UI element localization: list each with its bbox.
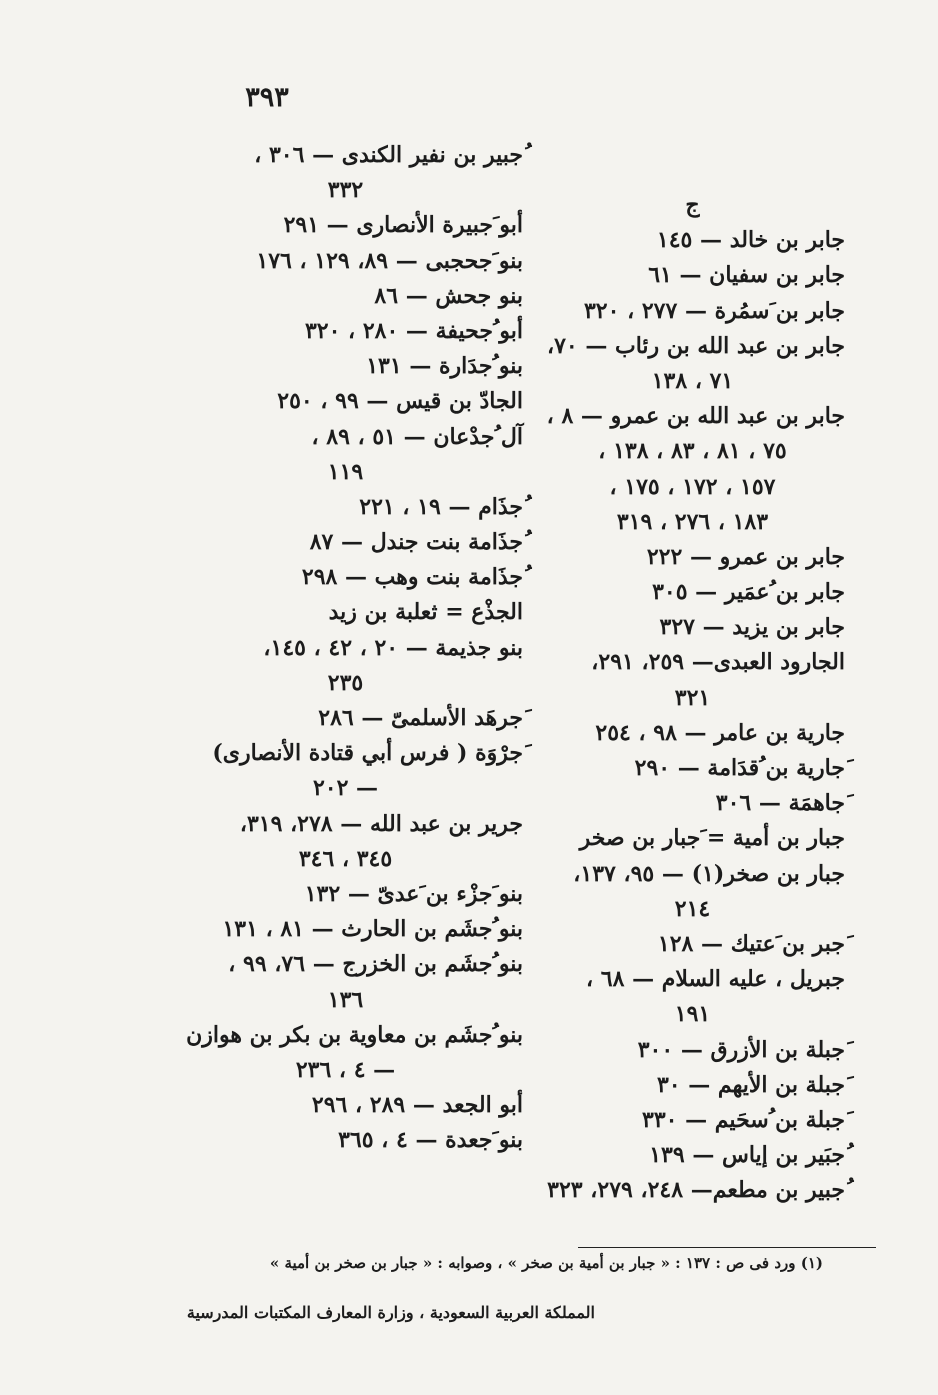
index-entry: جبار بن صخر(١) — ٩٥، ١٣٧، bbox=[573, 860, 845, 887]
index-continuation: ٢١٤ bbox=[674, 895, 711, 922]
index-entry: ُجبَير بن إياس — ١٣٩ bbox=[649, 1142, 845, 1169]
index-entry: جابر بن َسمُرة — ٢٧٧ ، ٣٢٠ bbox=[583, 297, 845, 324]
index-continuation: ٣٢١ bbox=[674, 684, 711, 711]
index-entry: الجادّ بن قيس — ٩٩ ، ٢٥٠ bbox=[277, 388, 523, 415]
index-entry: جابر بن عبد الله بن رئاب — ٧٠، bbox=[546, 332, 845, 359]
index-entry: جابر بن يزيد — ٣٢٧ bbox=[659, 614, 845, 641]
index-entry: جابر بن خالد — ١٤٥ bbox=[656, 227, 845, 254]
index-entry: َجارية بن ُقدَامة — ٢٩٠ bbox=[634, 755, 845, 781]
index-entry: َجاهمَة — ٣٠٦ bbox=[715, 790, 845, 817]
index-entry: جابر بن عبد الله بن عمرو — ٨ ، bbox=[546, 403, 845, 430]
index-entry: جابر بن ُعمَير — ٣٠٥ bbox=[652, 579, 845, 606]
index-entry: بنو َجزْء بن َعدىّ — ١٣٢ bbox=[304, 880, 523, 907]
footnote: (١) ورد فى ص : ١٣٧ : « جبار بن أمية بن صخر » ، وصوابه : « جبار بن صخر بن أمية » bbox=[269, 1254, 823, 1272]
index-continuation: ٢٣٥ bbox=[327, 669, 364, 696]
index-entry: جبار بن أمية = َجبار بن صخر bbox=[579, 825, 845, 852]
index-continuation: ١١٩ bbox=[327, 458, 364, 485]
index-entry: بنو جحش — ٨٦ bbox=[374, 282, 523, 309]
index-entry: َجبلة بن الأزرق — ٣٠٠ bbox=[637, 1036, 845, 1063]
index-entry: الجارود العبدى— ٢٥٩، ٢٩١، bbox=[591, 649, 845, 676]
index-entry: بنو ُجشَم بن الحارث — ٨١ ، ١٣١ bbox=[222, 916, 523, 943]
index-entry: بنو َجحجبى — ٨٩، ١٢٩ ، ١٧٦ bbox=[256, 247, 523, 274]
index-continuation: — ٢٠٢ bbox=[312, 775, 379, 802]
index-entry: ُجبير بن مطعم— ٢٤٨، ٢٧٩، ٣٢٣ bbox=[547, 1177, 845, 1204]
index-continuation: ٣٤٥ ، ٣٤٦ bbox=[298, 845, 393, 872]
index-entry: َجرْوَة ( فرس أبي قتادة الأنصارى) bbox=[212, 740, 523, 767]
index-entry: ُجذَامة بنت جندل — ٨٧ bbox=[309, 529, 523, 556]
index-entry: َجرهَد الأسلمىّ — ٢٨٦ bbox=[318, 705, 523, 731]
index-entry: أبو ُجحيفة — ٢٨٠ ، ٣٢٠ bbox=[304, 317, 523, 344]
index-column-right bbox=[540, 188, 845, 1208]
page-number: ٣٩٣ bbox=[245, 82, 289, 113]
index-entry: بنو ُجشَم بن معاوية بن بكر بن هوازن bbox=[186, 1021, 523, 1048]
index-entry: َجبلة بن ُسحَيم — ٣٣٠ bbox=[642, 1106, 845, 1133]
index-entry: جبريل ، عليه السلام — ٦٨ ، bbox=[586, 966, 845, 993]
index-continuation: ٧١ ، ١٣٨ bbox=[651, 367, 734, 394]
index-entry: أبو الجعد — ٢٨٩ ، ٢٩٦ bbox=[311, 1092, 523, 1119]
publisher-line: المملكة العربية السعودية ، وزارة المعارف المكتبات المدرسية bbox=[186, 1303, 595, 1322]
index-entry: جرير بن عبد الله — ٢٧٨، ٣١٩، bbox=[239, 810, 523, 837]
index-continuation: ٣٣٢ bbox=[327, 177, 364, 204]
index-continuation: ١٩١ bbox=[674, 1001, 711, 1028]
index-continuation: ٧٥ ، ٨١ ، ٨٣ ، ١٣٨ ، bbox=[598, 438, 787, 465]
index-entry: بنو َجعدة — ٤ ، ٣٦٥ bbox=[338, 1127, 523, 1154]
index-continuation: ١٨٣ ، ٢٧٦ ، ٣١٩ bbox=[616, 508, 769, 535]
index-entry: ُجذَام — ١٩ ، ٢٢١ bbox=[359, 493, 523, 520]
index-entry: جابر بن عمرو — ٢٢٢ bbox=[646, 543, 845, 570]
index-continuation: ١٥٧ ، ١٧٢ ، ١٧٥ ، bbox=[609, 473, 776, 500]
index-entry: آل ُجدْعان — ٥١ ، ٨٩ ، bbox=[311, 423, 523, 450]
index-entry: أبو َجبيرة الأنصارى — ٢٩١ bbox=[283, 212, 523, 239]
index-entry: َجبر بن َعتيك — ١٢٨ bbox=[657, 930, 845, 957]
index-entry: بنو جذيمة — ٢٠ ، ٤٢ ، ١٤٥، bbox=[263, 634, 523, 661]
index-entry: جارية بن عامر — ٩٨ ، ٢٥٤ bbox=[595, 719, 845, 746]
index-continuation: ١٣٦ bbox=[327, 986, 364, 1013]
index-continuation: ج bbox=[685, 192, 700, 218]
index-entry: بنو ُجشَم بن الخزرج — ٧٦، ٩٩ ، bbox=[228, 951, 523, 978]
index-entry: ُجبير بن نفير الكندى — ٣٠٦ ، bbox=[254, 142, 523, 168]
index-continuation: — ٤ ، ٢٣٦ bbox=[295, 1056, 396, 1083]
index-column-left bbox=[168, 138, 523, 1158]
index-entry: جابر بن سفيان — ٦١ bbox=[648, 262, 845, 289]
index-entry: بنو ُجدَارة — ١٣١ bbox=[366, 353, 523, 380]
index-entry: َجبلة بن الأيهم — ٣٠ bbox=[656, 1071, 845, 1098]
footnote-divider bbox=[578, 1247, 876, 1248]
index-entry: الجذْع = ثعلبة بن زيد bbox=[328, 599, 523, 626]
index-entry: ُجذَامة بنت وهب — ٢٩٨ bbox=[301, 564, 523, 591]
